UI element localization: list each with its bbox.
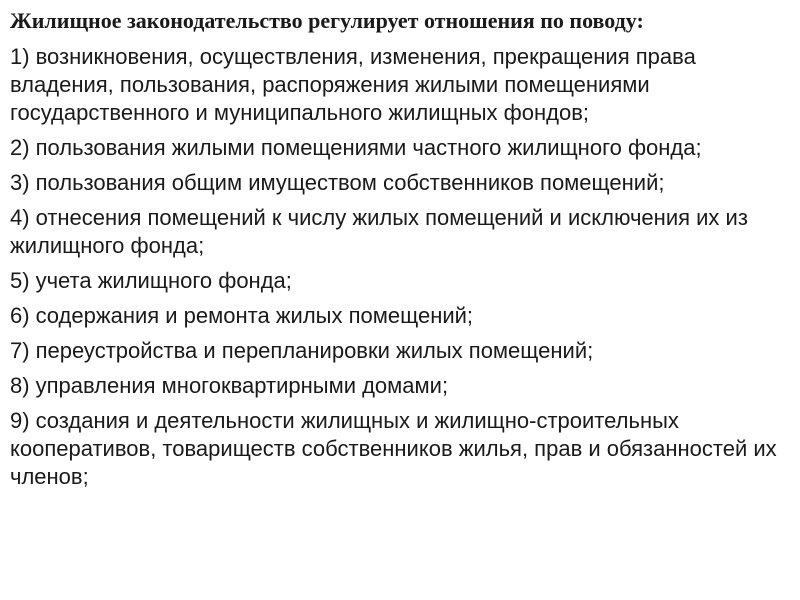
list-item-2 — [10, 134, 786, 162]
item-number: 9) — [10, 408, 30, 433]
relations-list — [10, 43, 786, 491]
item-text: возникновения, осуществления, изменения, прекращения права владения, пользования, распоряжения жилыми помещениями государственного и муниципального жилищных фондов; — [10, 44, 696, 125]
list-item-1 — [10, 43, 786, 127]
item-number: 6) — [10, 303, 30, 328]
item-text: управления многоквартирными домами; — [35, 373, 449, 398]
item-number: 2) — [10, 135, 30, 160]
item-number: 1) — [10, 44, 30, 69]
item-number: 7) — [10, 338, 30, 363]
item-number: 4) — [10, 205, 30, 230]
item-number: 3) — [10, 170, 30, 195]
list-item-3 — [10, 169, 786, 197]
item-text: учета жилищного фонда; — [35, 268, 292, 293]
item-text: создания и деятельности жилищных и жилищно-строительных кооперативов, товариществ собственников жилья, прав и обязанностей их членов; — [10, 408, 777, 489]
item-number: 5) — [10, 268, 30, 293]
list-item-4 — [10, 204, 786, 260]
item-text: переустройства и перепланировки жилых помещений; — [35, 338, 594, 363]
item-text: пользования общим имуществом собственников помещений; — [35, 170, 665, 195]
item-text: содержания и ремонта жилых помещений; — [35, 303, 474, 328]
slide-heading: Жилищное законодательство регулирует отношения по поводу: — [10, 8, 644, 33]
list-item-8 — [10, 372, 786, 400]
list-item-9 — [10, 407, 786, 491]
list-item-5 — [10, 267, 786, 295]
item-number: 8) — [10, 373, 30, 398]
list-item-6 — [10, 302, 786, 330]
list-item-7 — [10, 337, 786, 365]
item-text: отнесения помещений к числу жилых помещений и исключения их из жилищного фонда; — [10, 205, 748, 258]
item-text: пользования жилыми помещениями частного жилищного фонда; — [35, 135, 702, 160]
